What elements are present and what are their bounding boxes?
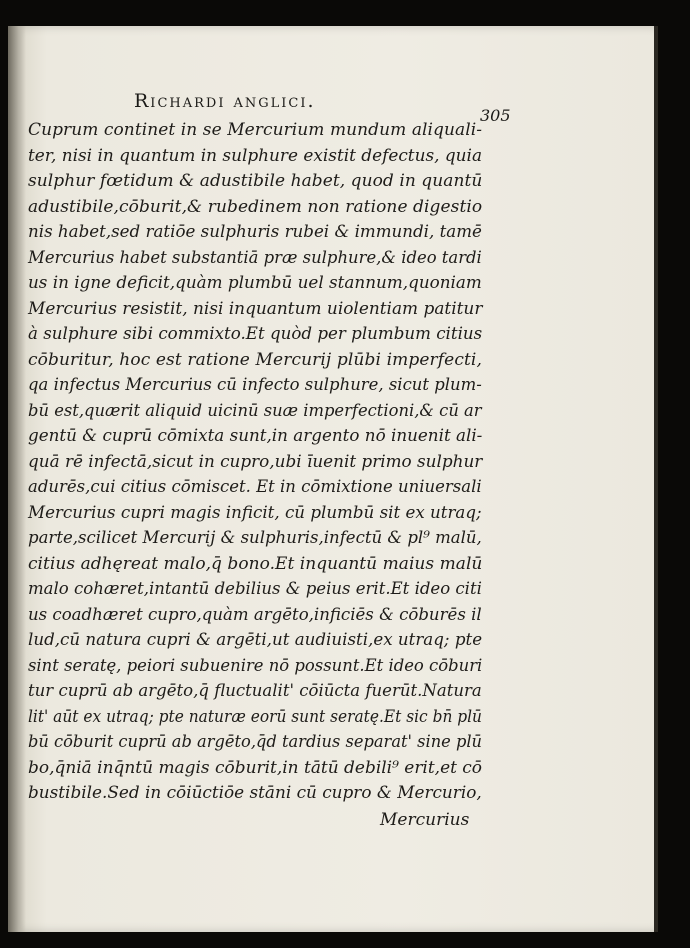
text-line: malo cohæret,intantū debilius & peius erit.Et ideo citi bbox=[28, 579, 482, 599]
text-line: bustibile.Sed in cōiūctiōe stāni cū cupro & Mercurio, bbox=[28, 783, 482, 803]
text-line: ter, nisi in quantum in sulphure existit defectus, quia bbox=[28, 145, 483, 166]
text-line: sulphur fœtidum & adustibile habet, quod in quantū bbox=[28, 171, 483, 191]
text-line: qa infectus Mercurius cū infecto sulphure, sicut plum- bbox=[28, 375, 482, 395]
page-gutter-shadow bbox=[8, 26, 26, 932]
text-line: gentū & cuprū cōmixta sunt,in argento nō inuenit ali- bbox=[28, 426, 483, 446]
body-text bbox=[28, 118, 482, 807]
text-line: adurēs,cui citius cōmiscet. Et in cōmixtione uniuersali bbox=[28, 477, 482, 497]
running-title: Richardi anglici. bbox=[134, 90, 316, 112]
text-line: us in igne deficit,quàm plumbū uel stannum,quoniam bbox=[28, 273, 482, 293]
catchword: Mercurius bbox=[380, 810, 470, 830]
text-line: Mercurius resistit, nisi inquantum uiolentiam patitur bbox=[28, 298, 483, 319]
text-line: quā rē infectā,sicut in cupro,ubi īuenit primo sulphur bbox=[28, 451, 483, 472]
text-line: tur cuprū ab argēto,q̄ fluctualit' cōiūcta fuerūt.Natura bbox=[28, 681, 482, 701]
text-line: Mercurius cupri magis inficit, cū plumbū sit ex utraq; bbox=[28, 502, 482, 523]
text-line: bū est,quærit aliquid uicinū suæ imperfectioni,& cū ar bbox=[28, 400, 482, 421]
text-line: adustibile,cōburit,& rubedinem non ratione digestio bbox=[28, 196, 483, 217]
text-line: us coadhæret cupro,quàm argēto,inficiēs & cōburēs il bbox=[28, 604, 482, 625]
text-line: lud,cū natura cupri & argēti,ut audiuisti,ex utraq; pte bbox=[28, 630, 483, 650]
text-line: Mercurius habet substantiā præ sulphure,& ideo tardi bbox=[28, 247, 482, 268]
text-line: cōburitur, hoc est ratione Mercurij plūbi imperfecti, bbox=[28, 349, 482, 370]
text-line: bū cōburit cuprū ab argēto,q̄d tardius separat' sine plū bbox=[28, 732, 483, 752]
text-line: Cuprum continet in se Mercurium mundum aliquali- bbox=[28, 120, 482, 140]
text-line: sint seratę, peiori subuenire nō possunt.Et ideo cōburi bbox=[28, 655, 483, 676]
folio-number: 305 bbox=[480, 106, 511, 125]
text-line: bo,q̄niā inq̄ntū magis cōburit,in tātū debili⁹ erit,et cō bbox=[28, 757, 483, 778]
text-line: nis habet,sed ratiōe sulphuris rubei & immundi, tamē bbox=[28, 222, 482, 242]
book-page bbox=[8, 26, 658, 932]
text-line: citius adhęreat malo,q̄ bono.Et inquantū maius malū bbox=[28, 553, 483, 574]
page-edge bbox=[654, 26, 658, 932]
text-line: lit' aūt ex utraq; pte naturæ eorū sunt seratę.Et sic bn̄ plū bbox=[28, 706, 482, 727]
text-line: à sulphure sibi commixto.Et quòd per plumbum citius bbox=[28, 324, 483, 344]
text-line: parte,scilicet Mercurij & sulphuris,infectū & pl⁹ malū, bbox=[28, 528, 482, 548]
